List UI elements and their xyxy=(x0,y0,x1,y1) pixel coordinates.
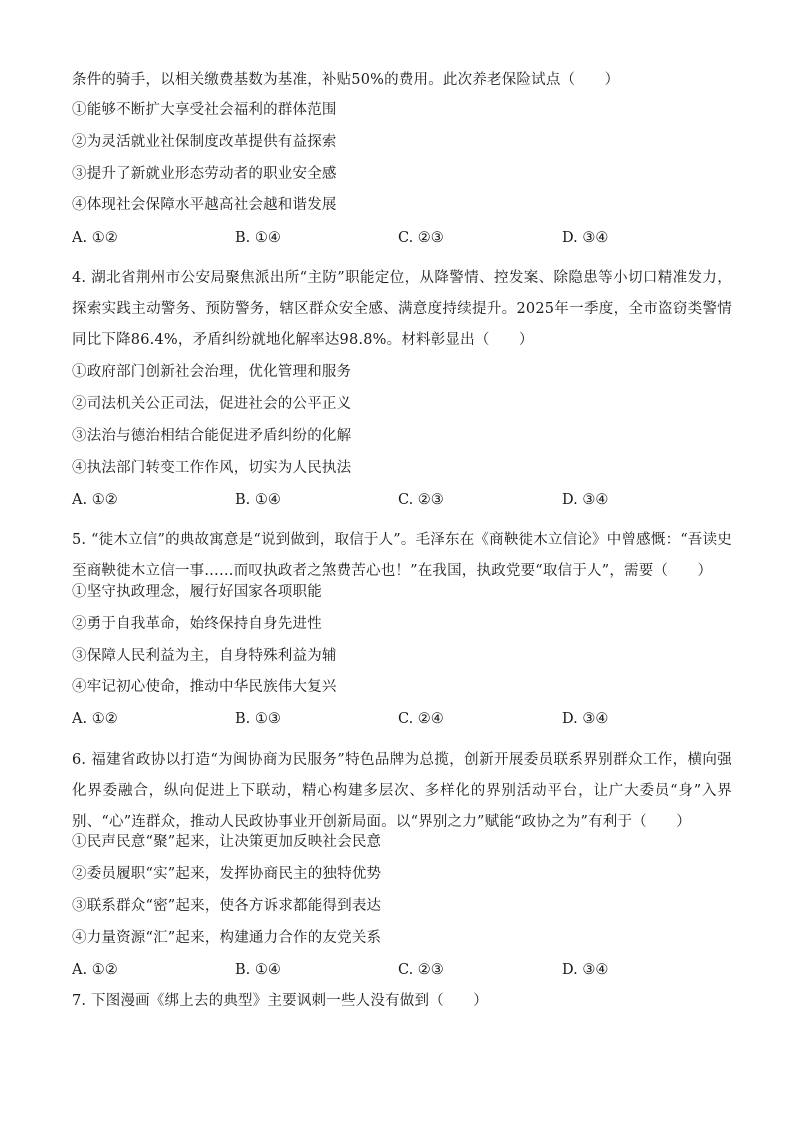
q4-choices xyxy=(72,490,732,510)
q4-choice-c: C. ②③ xyxy=(398,492,444,508)
q3-stem-tail: 条件的骑手，以相关缴费基数为基准，补贴50%的费用。此次养老保险试点（ ） xyxy=(72,72,620,88)
q5-option-1: ①坚守执政理念，履行好国家各项职能 xyxy=(72,584,322,600)
q3-option-1: ①能够不断扩大享受社会福利的群体范围 xyxy=(72,102,337,118)
q5-option-2: ②勇于自我革命，始终保持自身先进性 xyxy=(72,616,322,632)
q3-option-4: ④体现社会保障水平越高社会越和谐发展 xyxy=(72,197,337,213)
q3-choice-a: A. ①② xyxy=(72,230,118,246)
q5-option-3: ③保障人民利益为主，自身特殊利益为辅 xyxy=(72,648,337,664)
q4-choice-b: B. ①④ xyxy=(235,492,281,508)
q5-choices xyxy=(72,709,732,729)
q6-stem: 6. 福建省政协以打造“为闽协商为民服务”特色品牌为总揽，创新开展委员联系界别群众工作，横向强化界委融合，纵向促进上下联动，精心构建多层次、多样化的界别活动平台，让广大委员“身”入界别、“心”连群众，推动人民政协事业开创新局面。以“界别之力”赋能“政协之为”有利于（ ） xyxy=(72,752,732,830)
q4-option-4: ④执法部门转变工作作风，切实为人民执法 xyxy=(72,460,352,476)
q3-option-2: ②为灵活就业社保制度改革提供有益探索 xyxy=(72,134,337,150)
q6-choice-c: C. ②③ xyxy=(398,962,444,978)
q6-choice-b: B. ①④ xyxy=(235,962,281,978)
q5-choice-a: A. ①② xyxy=(72,711,118,727)
q4-stem: 4. 湖北省荆州市公安局聚焦派出所“主防”职能定位，从降警情、控发案、除隐患等小切口精准发力，探索实践主动警务、预防警务，辖区群众安全感、满意度持续提升。2025年一季度，全市盗窃类警情同比下降86.4%，矛盾纠纷就地化解率达98.8%。材料彰显出（ ） xyxy=(72,270,732,348)
q4-choice-a: A. ①② xyxy=(72,492,118,508)
q4-option-1: ①政府部门创新社会治理，优化管理和服务 xyxy=(72,364,352,380)
q4-option-3: ③法治与德治相结合能促进矛盾纠纷的化解 xyxy=(72,428,352,444)
q5-stem: 5. “徙木立信”的典故寓意是“说到做到，取信于人”。毛泽东在《商鞅徙木立信论》中曾感慨：“吾读史至商鞅徙木立信一事……而叹执政者之煞费苦心也！”在我国，执政党要“取信于人”，需要（ ） xyxy=(72,532,732,579)
q3-choice-b: B. ①④ xyxy=(235,230,281,246)
q6-option-1: ①民声民意“聚”起来，让决策更加反映社会民意 xyxy=(72,834,382,850)
q6-choice-d: D. ③④ xyxy=(562,962,609,978)
q4-choice-d: D. ③④ xyxy=(562,492,609,508)
q3-choice-c: C. ②③ xyxy=(398,230,444,246)
q5-choice-c: C. ②④ xyxy=(398,711,444,727)
q6-choices xyxy=(72,960,732,980)
q6-choice-a: A. ①② xyxy=(72,962,118,978)
q3-choices xyxy=(72,228,732,248)
q3-choice-d: D. ③④ xyxy=(562,230,609,246)
q4-option-2: ②司法机关公正司法，促进社会的公平正义 xyxy=(72,396,352,412)
q5-choice-d: D. ③④ xyxy=(562,711,609,727)
q6-option-4: ④力量资源“汇”起来，构建通力合作的友党关系 xyxy=(72,930,382,946)
q6-option-3: ③联系群众“密”起来，使各方诉求都能得到表达 xyxy=(72,898,382,914)
q3-option-3: ③提升了新就业形态劳动者的职业安全感 xyxy=(72,166,337,182)
q6-option-2: ②委员履职“实”起来，发挥协商民主的独特优势 xyxy=(72,866,382,882)
q7-stem: 7. 下图漫画《绑上去的典型》主要讽刺一些人没有做到（ ） xyxy=(72,993,488,1009)
q5-option-4: ④牢记初心使命，推动中华民族伟大复兴 xyxy=(72,679,337,695)
q5-choice-b: B. ①③ xyxy=(235,711,281,727)
